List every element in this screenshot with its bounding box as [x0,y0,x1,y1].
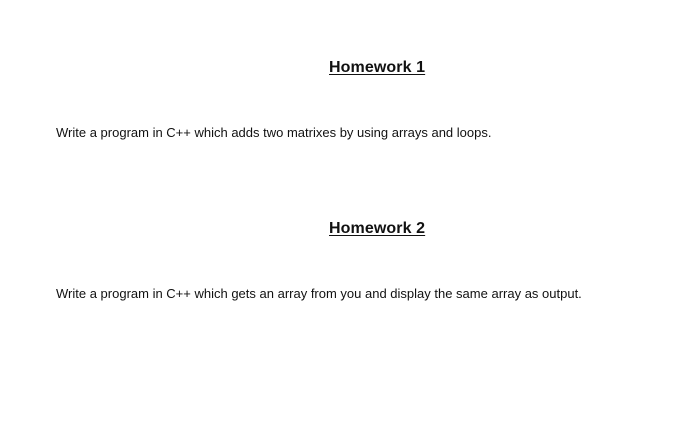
homework-1-text: Write a program in C++ which adds two matrixes by using arrays and loops. [56,125,492,140]
homework-2-title: Homework 2 [329,220,426,237]
homework-2-text: Write a program in C++ which gets an array from you and display the same array as output. [56,286,582,301]
homework-1-title: Homework 1 [329,59,426,76]
